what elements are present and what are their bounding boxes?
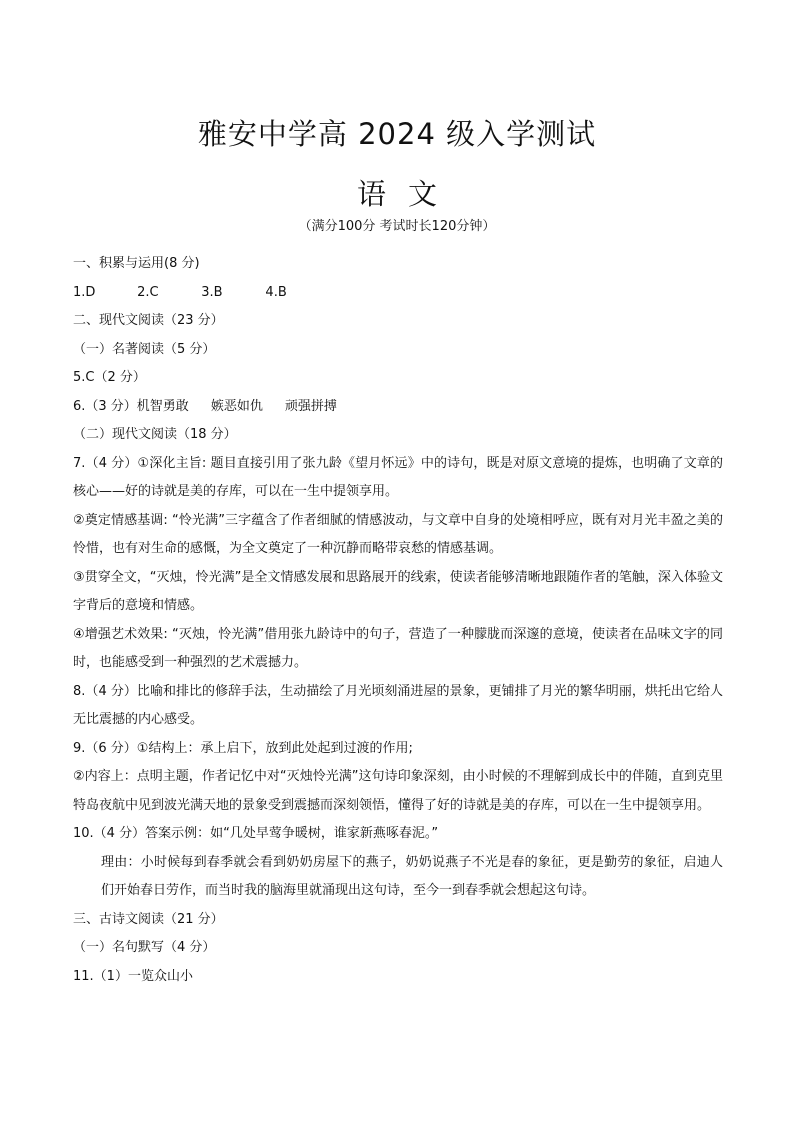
answer-9-point-2: ②内容上：点明主题，作者记忆中对“灭烛怜光满”这句诗印象深刻，由小时候的不理解到成长中的伴随，直到克里特岛夜航中见到波光满天地的景象受到震撼而深刻领悟，懂得了好的诗就是美的存库，可以在一生中提领享用。 bbox=[73, 769, 723, 813]
document-title: 雅安中学高 2024 级入学测试 bbox=[197, 117, 597, 151]
answer-6-prefix: 6.（3 分）机智勇敢 bbox=[73, 398, 189, 414]
answer-5: 5.C（2 分） bbox=[73, 370, 146, 385]
answer-7-point-3: ③贯穿全文，“灭烛，怜光满”是全文情感发展和思路展开的线索，使读者能够清晰地跟随作者的笔触，深入体验文字背后的意境和情感。 bbox=[73, 569, 723, 613]
answer-3: 3.B bbox=[201, 284, 223, 300]
section-heading-3: 三、古诗文阅读（21 分） bbox=[73, 911, 224, 927]
answer-4: 4.B bbox=[265, 284, 287, 300]
answer-content bbox=[73, 250, 723, 991]
subsection-heading-2-2: （二）现代文阅读（18 分） bbox=[73, 427, 237, 442]
answer-9-point-1: 9.（6 分）①结构上：承上启下，放到此处起到过渡的作用; bbox=[73, 740, 413, 756]
answer-7-point-4: ④增强艺术效果: “灭烛，怜光满”借用张九龄诗中的句子，营造了一种朦胧而深邃的意境，使读者在品味文字的同时，也能感受到一种强烈的艺术震撼力。 bbox=[73, 626, 723, 670]
exam-note: （满分100分 考试时长120分钟） bbox=[298, 219, 496, 234]
answer-2: 2.C bbox=[137, 284, 159, 300]
answer-11: 11.（1）一览众山小 bbox=[73, 968, 193, 984]
section-heading-2: 二、现代文阅读（23 分） bbox=[73, 313, 224, 328]
section-heading-1: 一、积累与运用(8 分) bbox=[73, 256, 200, 271]
subsection-heading-3-1: （一）名句默写（4 分） bbox=[73, 940, 216, 955]
answer-8: 8.（4 分）比喻和排比的修辞手法，生动描绘了月光顷刻涌进屋的景象，更铺排了月光的繁华明丽，烘托出它给人无比震撼的内心感受。 bbox=[73, 683, 723, 727]
answer-6 bbox=[73, 393, 723, 422]
answer-1: 1.D bbox=[73, 284, 96, 300]
answer-10-reason: 理由：小时候每到春季就会看到奶奶房屋下的燕子，奶奶说燕子不光是春的象征，更是勤劳的象征，启迪人们开始春日劳作，而当时我的脑海里就涌现出这句诗，至今一到春季就会想起这句诗。 bbox=[101, 854, 723, 898]
answer-7-point-2: ②奠定情感基调: “怜光满”三字蕴含了作者细腻的情感波动，与文章中自身的处境相呼应，既有对月光丰盈之美的怜惜，也有对生命的感慨，为全文奠定了一种沉静而略带哀愁的情感基调。 bbox=[73, 512, 723, 556]
answer-6-word-2: 顽强拼搏 bbox=[284, 398, 337, 414]
answer-10-example: 10.（4 分）答案示例：如“几处早莺争暖树，谁家新燕啄春泥。” bbox=[73, 826, 439, 841]
answers-row-1-4 bbox=[73, 279, 723, 308]
answer-7-point-1: 7.（4 分）①深化主旨: 题目直接引用了张九龄《望月怀远》中的诗句，既是对原文意境的提炼，也明确了文章的核心——好的诗就是美的存库，可以在一生中提领享用。 bbox=[73, 455, 723, 499]
subsection-heading-2-1: （一）名著阅读（5 分） bbox=[73, 341, 216, 357]
answer-6-word-1: 嫉恶如仇 bbox=[210, 398, 263, 414]
subject-heading: 语文 bbox=[356, 177, 459, 211]
